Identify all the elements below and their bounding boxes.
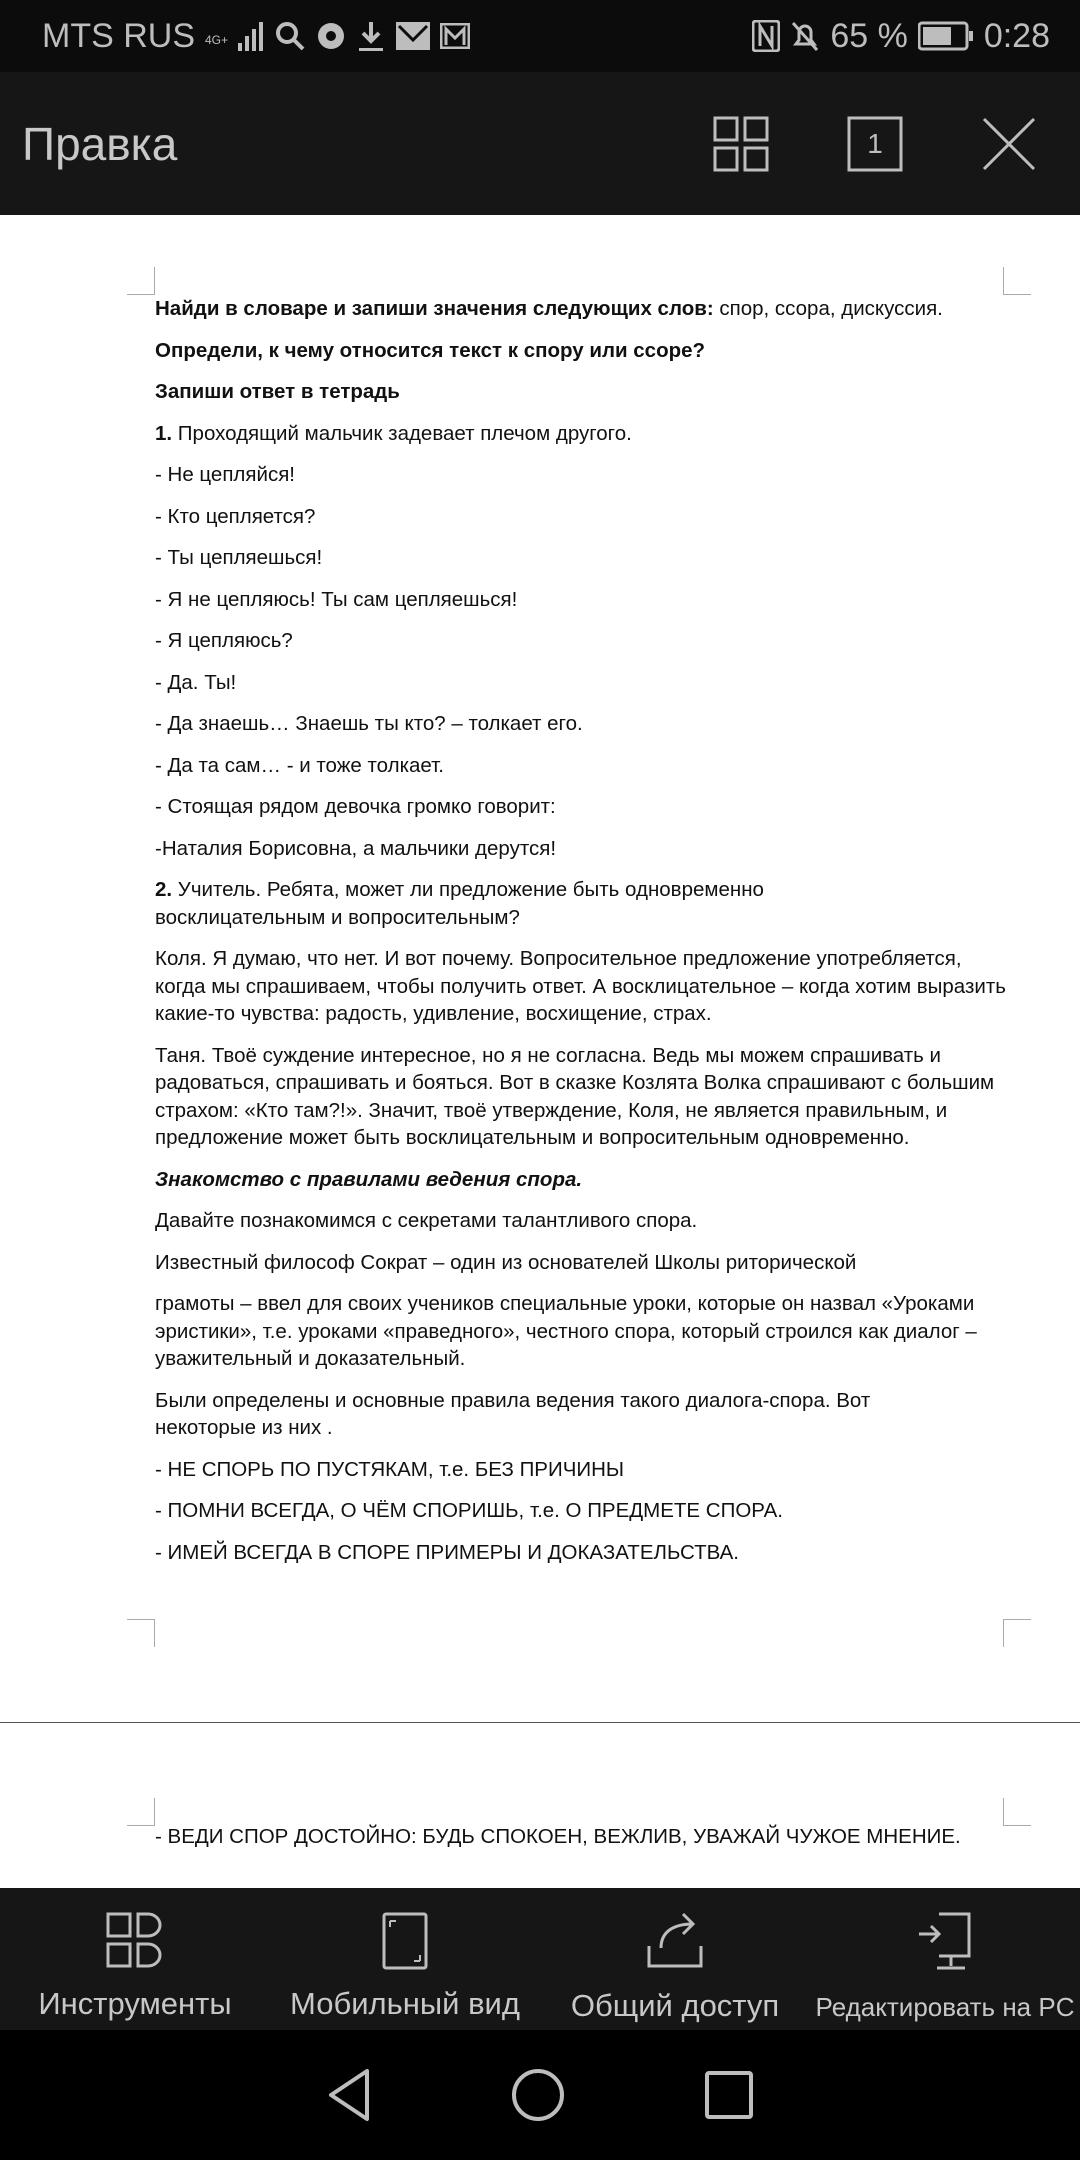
search-icon (274, 20, 306, 52)
paragraph: Запиши ответ в тетрадь (155, 380, 400, 403)
page-corner-mark (1003, 1619, 1031, 1647)
paragraph: - ИМЕЙ ВСЕГДА В СПОРЕ ПРИМЕРЫ И ДОКАЗАТЕЛЬСТВА. (155, 1540, 739, 1564)
paragraph: - НЕ СПОРЬ ПО ПУСТЯКАМ, т.е. БЕЗ ПРИЧИНЫ (155, 1457, 625, 1481)
grid-view-button[interactable] (696, 99, 786, 189)
grid-icon (713, 116, 769, 172)
page-corner-mark (127, 267, 155, 295)
mail-icon (396, 22, 430, 50)
home-icon[interactable] (511, 2068, 565, 2122)
edit-on-pc-button[interactable] (810, 1888, 1080, 2030)
recents-icon[interactable] (705, 2071, 753, 2119)
page-corner-mark (1003, 267, 1031, 295)
section-heading: Знакомство с правилами ведения спора. (155, 1167, 583, 1191)
edit-on-pc-icon (915, 1912, 975, 1972)
paragraph: - ВЕДИ СПОР ДОСТОЙНО: БУДЬ СПОКОЕН, ВЕЖЛИВ, УВАЖАЙ ЧУЖОЕ МНЕНИЕ. (155, 1825, 961, 1848)
page-number-button[interactable] (830, 99, 920, 189)
paragraph: грамоты – ввел для своих учеников специальные уроки, которые он назвал «Уроками эристики», т.е. уроками «праведного», честного спора, который строился как диалог – уважительный и доказательный. (155, 1292, 977, 1370)
page-corner-mark (127, 1798, 155, 1826)
paragraph: Найди в словаре и запиши значения следующих слов: спор, ссора, дискуссия. (155, 297, 943, 320)
share-button[interactable] (540, 1888, 810, 2030)
paragraph: Определи, к чему относится текст к спору или ссоре? (155, 338, 706, 362)
carrier-label: MTS RUS (42, 16, 195, 55)
paragraph: - Ты цепляешься! (155, 546, 323, 569)
nfc-icon (752, 20, 780, 52)
chrome-icon (316, 21, 346, 51)
paragraph: - Не цепляйся! (155, 463, 295, 486)
tools-button[interactable] (0, 1888, 270, 2030)
edit-on-pc-label: Редактировать на PC (815, 1992, 1075, 2022)
signal-icon (238, 21, 264, 51)
battery-icon (918, 21, 974, 51)
paragraph: - Я не цепляюсь! Ты сам цепляешься! (155, 587, 518, 611)
tools-icon (106, 1912, 164, 1970)
app-bar (0, 72, 1080, 215)
mobile-view-label: Мобильный вид (290, 1986, 520, 2021)
network-label: 4G+ (205, 32, 229, 47)
download-icon (356, 20, 386, 52)
paragraph: - Стоящая рядом девочка громко говорит: (155, 795, 556, 818)
battery-percent: 65 % (830, 16, 908, 55)
navigation-bar (0, 2030, 1080, 2160)
paragraph: -Наталия Борисовна, а мальчики дерутся! (155, 836, 557, 860)
bell-off-icon (790, 20, 820, 52)
page-number: 1 (867, 127, 883, 159)
gmail-icon (440, 23, 470, 49)
back-icon[interactable] (327, 2068, 371, 2122)
mobile-view-icon (382, 1912, 428, 1970)
share-icon (645, 1912, 705, 1972)
paragraph: 2. Учитель. Ребята, может ли предложение быть одновременно восклицательным и вопросительным? (155, 878, 764, 929)
paragraph: 1. Проходящий мальчик задевает плечом другого. (155, 421, 632, 445)
paragraph: - Да знаешь… Знаешь ты кто? – толкает его. (155, 712, 583, 735)
page-corner-mark (127, 1619, 155, 1647)
paragraph: Коля. Я думаю, что нет. И вот почему. Вопросительное предложение употребляется, когда мы спрашиваем, чтобы получить ответ. А восклицательное – когда хотим выразить какие-то чувства: радость, удивление, восхищение, страх. (155, 947, 1006, 1025)
close-button[interactable] (964, 99, 1054, 189)
clock: 0:28 (983, 16, 1050, 55)
document-view[interactable] (0, 215, 1080, 1888)
close-icon (981, 116, 1037, 172)
paragraph: Таня. Твоё суждение интересное, но я не согласна. Ведь мы можем спрашивать и радоваться, спрашивать и бояться. Вот в сказке Козлята Волка спрашивают с большим страхом: «Кто там?!». Значит, твоё утверждение, Коля, не является правильным, и предложение может быть восклицательным и вопросительным одновременно. (155, 1043, 995, 1149)
page-corner-mark (1003, 1798, 1031, 1826)
page-break (0, 1722, 1080, 1723)
paragraph: - Кто цепляется? (155, 504, 316, 528)
share-label: Общий доступ (570, 1988, 780, 2023)
status-bar (0, 0, 1080, 72)
paragraph: Давайте познакомимся с секретами талантливого спора. (155, 1209, 698, 1232)
bottom-toolbar (0, 1888, 1080, 2030)
paragraph: - Да та сам… - и тоже толкает. (155, 753, 444, 777)
page-title: Правка (22, 117, 178, 170)
paragraph: Были определены и основные правила ведения такого диалога-спора. Вот некоторые из них . (155, 1388, 871, 1439)
paragraph: - Я цепляюсь? (155, 629, 293, 652)
paragraph: - ПОМНИ ВСЕГДА, О ЧЁМ СПОРИШЬ, т.е. О ПРЕДМЕТЕ СПОРА. (155, 1499, 783, 1522)
tools-label: Инструменты (38, 1986, 232, 2021)
paragraph: - Да. Ты! (155, 670, 237, 694)
document-content (155, 295, 1015, 1580)
mobile-view-button[interactable] (270, 1888, 540, 2030)
paragraph: Известный философ Сократ – один из основателей Школы риторической (155, 1250, 857, 1274)
